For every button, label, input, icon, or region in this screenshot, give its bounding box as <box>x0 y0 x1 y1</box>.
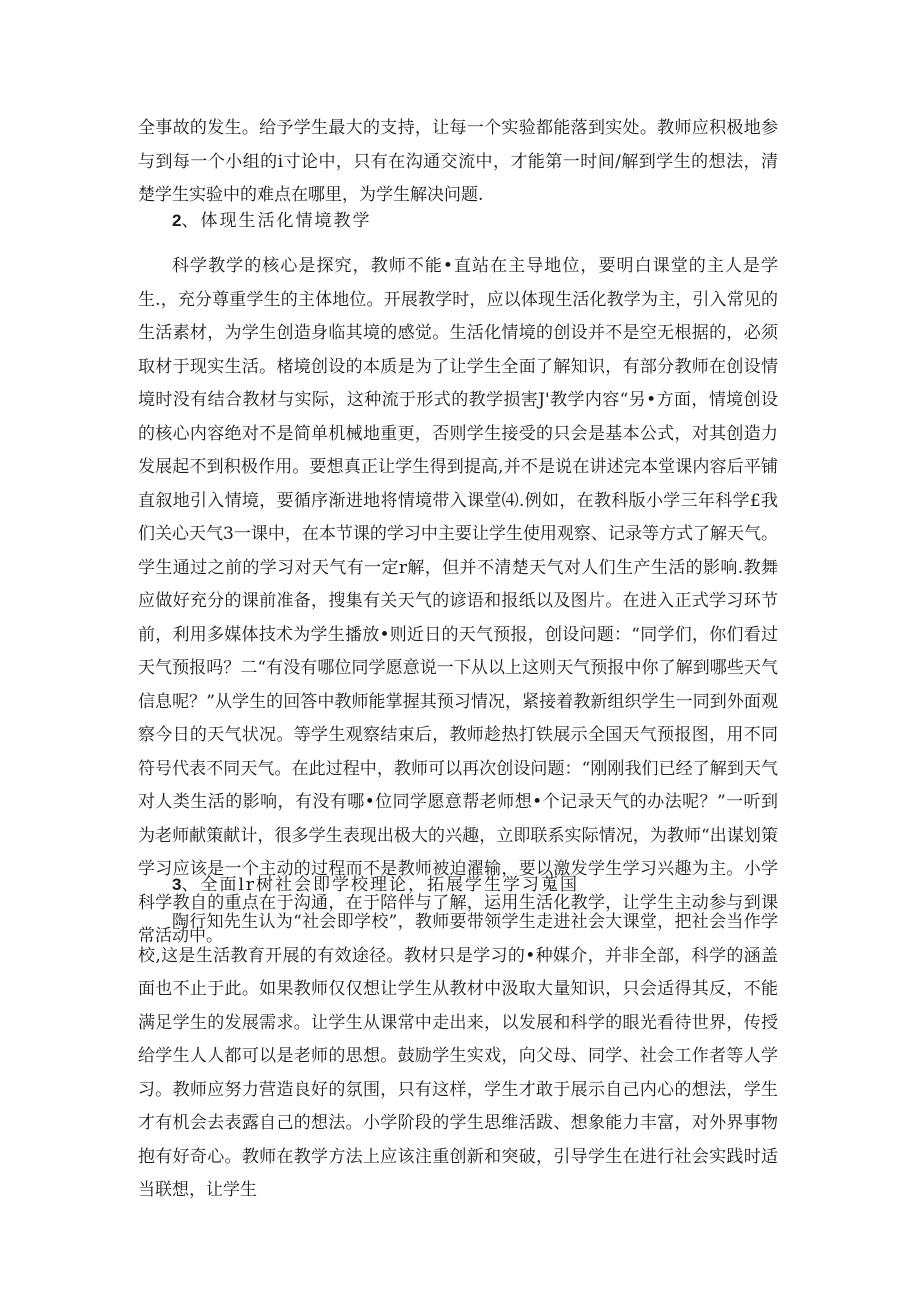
paragraph-1: 全事故的发生。给予学生最大的支持，让每一个实验都能落到实处。教师应积极地参与到每一个小组的i寸论中，只有在沟通交流中，才能第一时间/解到学生的想法，清楚学生实验中的难点在哪里，为学生解决问题. <box>138 118 778 205</box>
paragraph-3: 陶行知先生认为“社会即学校”，教师要带领学生走进社会大课堂，把社会当作学校,这是生活教育开展的有效途径。教材只是学习的•种媒介，并非全部，科学的涵盖面也不止于此。如果教师仅仅想让学生从教材中汲取大量知识，只会适得其反，不能满足学生的发展需求。让学生从课常中走出来，以发展和科学的眼光看待世界，传授给学生人人都可以是老师的思想。鼓励学生实戏，向父母、同学、社会工作者等人学习。教师应努力营造良好的氛围，只有这样，学生才敢于展示自己内心的想法，学生才有机会去表露自己的想法。小学阶段的学生思维活跋、想象能力丰富，对外界事物抱有好奇心。教师在教学方法上应该注重创新和突破，引导学生在进行社会实践时适当联想，让学生 <box>138 912 778 1200</box>
section-title: 、体现生活化情境教学 <box>181 211 372 231</box>
section-title: 、全面lr树社会即学校理论，拓展学生学习蒐国 <box>181 875 580 895</box>
section-heading-3 <box>172 872 579 898</box>
section-heading-2 <box>172 208 371 234</box>
section-number: 2 <box>172 211 182 230</box>
section-number: 3 <box>172 875 182 894</box>
paragraph-2: 科学教学的核心是探究，教师不能•直站在主导地位，要明白课堂的主人是学生.，充分尊重学生的主体地位。开展教学时，应以体现生活化教学为主，引入常见的生活素材，为学生创造身临其境的感觉。生活化情境的创设并不是空无根据的，必须取材于现实生活。楮境创设的本质是为了让学生全面了解知识，有部分教师在创设情境时没有结合教材与实际，这种流于形式的教学损害J'教学内容“另•方面，情境创设的核心内容绝对不是简单机械地重更，否则学生接受的只会是基本公式，对其创造力发展起不到积极作用。要想真正让学生得到提高,并不是说在讲述完本堂课内容后平铺直叙地引入情境，要循序渐进地将情境带入课堂⑷.例如，在教科版小学三年科学£我们关心天气3一课中，在本节课的学习中主要让学生使用观察、记录等方式了解天气。学生通过之前的学习对天气有一定r解，但并不清楚天气对人们生产生活的影响.教舞应做好充分的课前准备，搜集有关天气的谚语和报纸以及图片。在进入正式学习环节前，利用多媒体技术为学生播放•则近日的天气预报，创设问题：“同学们，你们看过天气预报吗？二“有没有哪位同学愿意说一下从以上这则天气预报中你了解到哪些天气信息呢？”从学生的回答中教师能掌握其预习情况，紧接着教新组织学生一同到外面观察今日的天气状况。等学生观察结束后，教师趁热打铁展示全国天气预报图，用不同符号代表不同天气。在此过程中，教师可以再次创设问题：“刚刚我们已经了解到天气对人类生活的影响，有没有哪•位同学愿意帮老师想•个记录天气的办法呢？”一听到为老师献策献计，很多学生表现出极大的兴趣，立即联系实际情况，为教师“出谋划策学习应该是一个主动的过程而不是教师被迫濯输，要以激发学生学习兴趣为主。小学科学教自的重点在于沟通，在于陪伴与了解，运用生活化教学，让学生主动参与到课常活动中。 <box>138 256 778 946</box>
